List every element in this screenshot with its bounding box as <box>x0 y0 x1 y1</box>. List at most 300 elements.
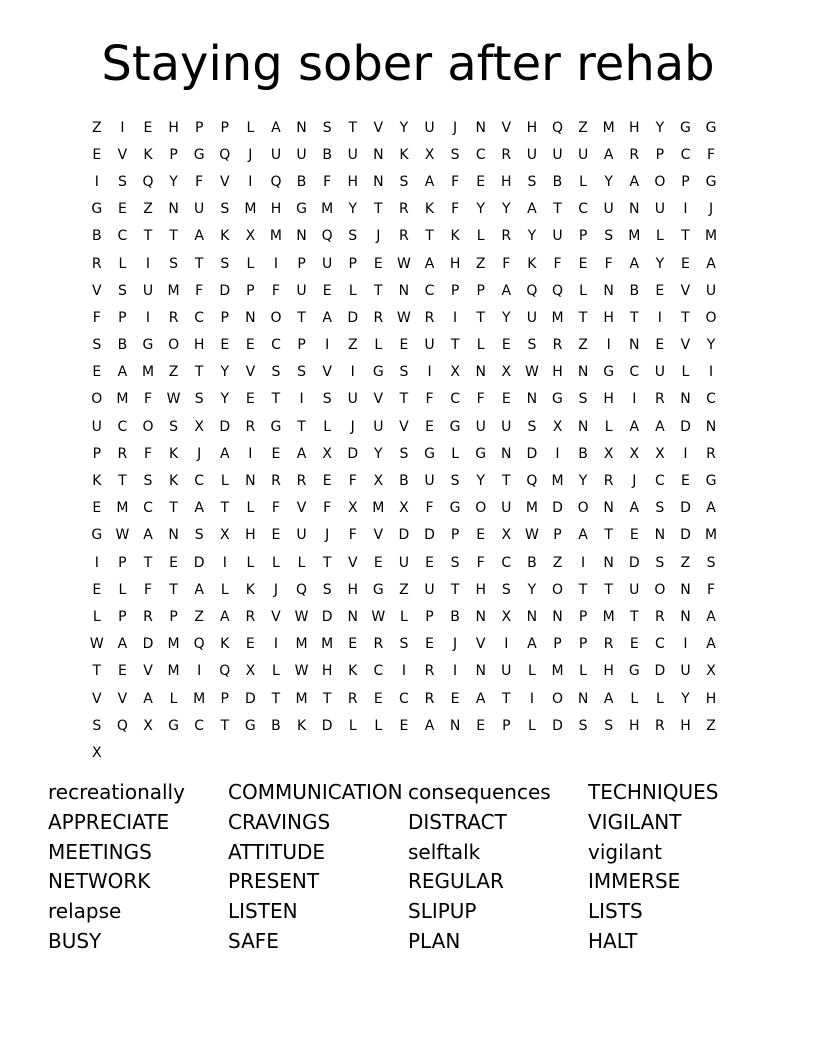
word-bank-item: consequences <box>408 780 551 804</box>
grid-letter: P <box>450 527 460 544</box>
grid-letter: E <box>92 364 102 381</box>
grid-letter: A <box>706 636 716 653</box>
grid-letter: V <box>373 391 384 408</box>
grid-letter: W <box>397 255 411 272</box>
grid-letter: E <box>373 690 383 707</box>
grid-letter: N <box>475 663 486 680</box>
grid-letter: S <box>450 554 460 571</box>
grid-letter: R <box>654 391 665 408</box>
grid-letter: X <box>399 500 409 517</box>
grid-letter: V <box>219 173 230 190</box>
grid-letter: I <box>683 201 688 218</box>
grid-letter: I <box>504 636 509 653</box>
grid-letter: U <box>629 581 640 598</box>
grid-letter: Y <box>220 364 230 381</box>
grid-letter: U <box>373 418 384 435</box>
grid-letter: S <box>527 418 537 435</box>
grid-letter: I <box>248 445 253 462</box>
grid-letter: G <box>372 364 384 381</box>
grid-letter: N <box>629 337 640 354</box>
grid-letter: N <box>245 309 256 326</box>
grid-letter: R <box>117 445 128 462</box>
grid-letter: P <box>220 690 229 707</box>
grid-letter: J <box>453 119 458 136</box>
grid-letter: R <box>143 608 153 625</box>
grid-letter: F <box>143 581 153 598</box>
grid-letter: E <box>169 554 178 571</box>
grid-letter: Q <box>551 282 563 299</box>
grid-letter: T <box>143 554 153 571</box>
grid-letter: N <box>603 554 614 571</box>
grid-letter: L <box>323 418 332 435</box>
grid-letter: K <box>168 473 179 490</box>
grid-letter: A <box>271 119 281 136</box>
word-bank-item: IMMERSE <box>588 869 681 894</box>
grid-letter: C <box>117 228 128 245</box>
grid-letter: O <box>654 581 666 598</box>
grid-letter: D <box>321 717 333 734</box>
grid-letter: H <box>552 364 563 381</box>
grid-letter: D <box>142 636 154 653</box>
grid-letter: X <box>322 445 332 462</box>
grid-letter: N <box>577 418 589 435</box>
grid-letter: E <box>450 690 460 707</box>
grid-letter: A <box>603 690 614 707</box>
grid-letter: L <box>476 337 485 354</box>
grid-letter: Y <box>348 201 358 218</box>
grid-letter: Z <box>578 337 588 354</box>
grid-letter: X <box>245 663 256 680</box>
grid-letter: E <box>425 418 434 435</box>
grid-letter: Y <box>502 309 511 326</box>
grid-letter: D <box>680 418 691 435</box>
grid-letter: D <box>321 608 333 625</box>
grid-letter: P <box>169 146 178 163</box>
grid-letter: I <box>299 391 304 408</box>
grid-letter: G <box>628 663 640 680</box>
grid-letter: T <box>297 309 306 326</box>
grid-letter: B <box>629 282 640 299</box>
grid-letter: N <box>629 201 640 218</box>
grid-letter: H <box>629 119 640 136</box>
grid-letter: A <box>322 309 332 326</box>
grid-letter: X <box>706 663 716 680</box>
grid-letter: E <box>117 663 127 680</box>
grid-letter: H <box>193 337 205 354</box>
grid-letter: I <box>683 636 688 653</box>
grid-letter: L <box>220 473 229 490</box>
grid-letter: I <box>555 445 560 462</box>
grid-letter: U <box>347 391 358 408</box>
grid-letter: S <box>399 173 409 190</box>
grid-letter: S <box>450 473 460 490</box>
grid-letter: H <box>526 119 538 136</box>
grid-letter: Y <box>476 201 485 218</box>
grid-letter: H <box>603 309 614 326</box>
grid-letter: T <box>604 581 613 598</box>
grid-letter: U <box>705 282 717 299</box>
word-bank-item: relapse <box>48 899 122 924</box>
grid-letter: S <box>297 364 306 381</box>
grid-letter: Y <box>604 173 613 190</box>
grid-letter: T <box>169 228 178 245</box>
grid-letter: X <box>347 500 358 517</box>
grid-letter: I <box>94 554 99 571</box>
grid-letter: C <box>654 473 665 490</box>
grid-letter: U <box>501 500 512 517</box>
grid-letter: F <box>707 146 716 163</box>
grid-letter: L <box>272 554 280 571</box>
grid-letter: U <box>552 146 563 163</box>
grid-letter: H <box>705 690 717 707</box>
grid-letter: F <box>195 282 204 299</box>
grid-letter: K <box>424 201 435 218</box>
grid-letter: N <box>373 146 384 163</box>
grid-letter: N <box>296 119 307 136</box>
grid-letter: T <box>374 201 383 218</box>
grid-letter: E <box>271 527 281 544</box>
grid-letter: T <box>450 337 460 354</box>
grid-letter: K <box>245 581 255 598</box>
grid-letter: K <box>399 146 409 163</box>
grid-letter: S <box>655 554 665 571</box>
grid-letter: L <box>118 581 127 598</box>
grid-letter: X <box>194 418 204 435</box>
grid-letter: M <box>551 309 564 326</box>
grid-letter: P <box>220 309 229 326</box>
grid-letter: Z <box>194 608 204 625</box>
grid-letter: Y <box>578 473 588 490</box>
grid-letter: K <box>527 255 537 272</box>
grid-letter: Z <box>399 581 409 598</box>
grid-letter: C <box>475 146 486 163</box>
grid-letter: M <box>525 500 538 517</box>
grid-letter: G <box>244 717 256 734</box>
grid-letter: S <box>399 364 409 381</box>
grid-letter: P <box>118 608 127 625</box>
grid-letter: R <box>168 309 179 326</box>
grid-letter: Z <box>475 255 486 272</box>
grid-letter: U <box>654 201 665 218</box>
grid-letter: F <box>143 391 153 408</box>
grid-letter: V <box>92 282 102 299</box>
grid-letter: P <box>169 608 178 625</box>
grid-letter: X <box>245 228 256 245</box>
grid-letter: I <box>248 173 253 190</box>
grid-letter: C <box>194 309 205 326</box>
grid-letter: U <box>270 146 282 163</box>
grid-letter: N <box>475 119 486 136</box>
grid-letter: N <box>680 608 691 625</box>
grid-letter: T <box>271 690 281 707</box>
grid-letter: F <box>604 255 613 272</box>
grid-letter: A <box>194 500 204 517</box>
grid-letter: X <box>501 527 512 544</box>
word-bank-item: BUSY <box>48 928 102 953</box>
grid-letter: Y <box>220 391 230 408</box>
grid-letter: T <box>194 255 204 272</box>
grid-letter: O <box>551 581 563 598</box>
grid-letter: B <box>450 608 460 625</box>
grid-letter: N <box>705 418 717 435</box>
grid-letter: S <box>194 527 204 544</box>
grid-letter: P <box>118 554 127 571</box>
grid-letter: B <box>578 445 588 462</box>
grid-letter: J <box>632 473 637 490</box>
grid-letter: F <box>553 255 562 272</box>
grid-letter: T <box>629 608 639 625</box>
grid-letter: I <box>708 364 714 381</box>
grid-letter: N <box>526 391 538 408</box>
grid-letter: U <box>347 146 358 163</box>
grid-letter: Y <box>706 337 716 354</box>
grid-letter: N <box>577 690 589 707</box>
grid-letter: H <box>270 201 282 218</box>
grid-letter: H <box>501 173 512 190</box>
grid-letter: K <box>168 445 179 462</box>
grid-letter: I <box>325 337 330 354</box>
grid-letter: C <box>271 337 281 354</box>
grid-letter: H <box>629 717 640 734</box>
grid-letter: V <box>399 418 409 435</box>
word-bank-item: ATTITUDE <box>228 839 326 864</box>
grid-letter: M <box>628 228 641 245</box>
grid-letter: V <box>373 119 384 136</box>
grid-letter: Q <box>526 282 538 299</box>
grid-letter: W <box>166 391 181 408</box>
grid-letter: X <box>424 146 435 163</box>
grid-letter: L <box>348 282 357 299</box>
grid-letter: K <box>296 717 307 734</box>
grid-letter: Z <box>680 554 691 571</box>
grid-letter: I <box>683 445 688 462</box>
grid-letter: S <box>322 119 332 136</box>
grid-letter: I <box>606 337 611 354</box>
grid-letter: F <box>348 527 357 544</box>
grid-letter: A <box>655 418 665 435</box>
grid-letter: X <box>92 744 102 761</box>
grid-letter: S <box>578 391 588 408</box>
grid-letter: L <box>92 608 101 625</box>
grid-letter: U <box>296 527 307 544</box>
grid-letter: D <box>424 527 435 544</box>
grid-letter: A <box>296 445 307 462</box>
word-bank-item: MEETINGS <box>48 839 152 864</box>
grid-letter: E <box>373 554 383 571</box>
grid-letter: C <box>373 663 384 680</box>
grid-letter: K <box>92 473 102 490</box>
grid-letter: S <box>450 146 460 163</box>
grid-letter: Z <box>552 554 563 571</box>
grid-letter: M <box>372 500 385 517</box>
grid-letter: N <box>577 364 589 381</box>
grid-letter: G <box>705 473 717 490</box>
grid-letter: U <box>322 255 333 272</box>
grid-letter: I <box>222 554 227 571</box>
grid-letter: V <box>680 337 691 354</box>
grid-letter: P <box>502 717 511 734</box>
grid-letter: K <box>348 663 358 680</box>
grid-letter: D <box>526 445 538 462</box>
grid-letter: E <box>501 391 511 408</box>
grid-letter: F <box>707 581 716 598</box>
grid-letter: A <box>143 527 153 544</box>
grid-letter: S <box>655 500 665 517</box>
grid-letter: R <box>501 146 512 163</box>
grid-letter: A <box>501 282 512 299</box>
grid-letter: S <box>220 255 230 272</box>
grid-letter: U <box>424 473 435 490</box>
word-bank-item: LISTEN <box>228 899 298 924</box>
grid-letter: K <box>450 228 460 245</box>
grid-letter: I <box>657 309 662 326</box>
grid-letter: A <box>219 608 230 625</box>
grid-letter: N <box>449 717 461 734</box>
grid-letter: M <box>244 201 257 218</box>
grid-letter: Z <box>143 201 153 218</box>
grid-letter: T <box>553 201 562 218</box>
grid-letter: R <box>654 608 665 625</box>
grid-letter: F <box>425 391 434 408</box>
grid-letter: Q <box>193 636 205 653</box>
grid-letter: S <box>92 717 102 734</box>
grid-letter: S <box>527 337 537 354</box>
grid-letter: U <box>501 418 512 435</box>
grid-letter: S <box>399 636 409 653</box>
grid-letter: G <box>91 527 103 544</box>
grid-letter: X <box>552 418 563 435</box>
grid-letter: M <box>167 663 180 680</box>
grid-letter: W <box>294 608 309 625</box>
word-bank <box>48 778 768 957</box>
grid-letter: I <box>350 364 355 381</box>
word-bank-item: selftalk <box>408 839 481 864</box>
grid-letter: I <box>273 636 279 653</box>
grid-letter: E <box>578 255 588 272</box>
grid-letter: R <box>373 636 384 653</box>
grid-letter: O <box>705 309 717 326</box>
grid-letter: M <box>602 608 615 625</box>
grid-letter: O <box>168 337 180 354</box>
grid-letter: R <box>706 445 716 462</box>
grid-letter: Y <box>476 473 485 490</box>
grid-letter: H <box>168 119 179 136</box>
word-bank-item: TECHNIQUES <box>588 780 719 804</box>
grid-letter: G <box>603 364 615 381</box>
grid-letter: U <box>552 228 563 245</box>
word-bank-item: vigilant <box>588 839 662 864</box>
grid-letter: U <box>296 146 307 163</box>
grid-letter: I <box>453 663 458 680</box>
grid-letter: N <box>168 527 179 544</box>
grid-letter: H <box>475 581 486 598</box>
grid-letter: C <box>117 418 128 435</box>
word-bank-item: CRAVINGS <box>228 809 331 834</box>
grid-letter: R <box>347 690 358 707</box>
grid-letter: T <box>502 690 511 707</box>
grid-letter: T <box>194 364 204 381</box>
grid-letter: T <box>476 309 485 326</box>
grid-letter: U <box>424 119 435 136</box>
grid-letter: V <box>143 663 153 680</box>
grid-letter: O <box>654 173 666 190</box>
grid-letter: A <box>527 636 537 653</box>
grid-letter: C <box>629 364 640 381</box>
grid-letter: A <box>424 173 435 190</box>
grid-letter: G <box>168 717 179 734</box>
grid-letter: Y <box>527 581 537 598</box>
grid-letter: S <box>527 173 537 190</box>
grid-letter: D <box>680 527 691 544</box>
grid-letter: F <box>348 473 357 490</box>
grid-letter: H <box>449 255 461 272</box>
grid-letter: L <box>655 690 664 707</box>
grid-letter: E <box>245 636 255 653</box>
grid-letter: N <box>347 608 358 625</box>
grid-letter: M <box>551 473 564 490</box>
grid-letter: M <box>116 500 129 517</box>
grid-letter: D <box>219 418 231 435</box>
grid-letter: F <box>143 445 153 462</box>
grid-letter: L <box>374 337 383 354</box>
grid-letter: E <box>399 717 409 734</box>
word-bank-item: APPRECIATE <box>48 809 170 834</box>
grid-letter: E <box>373 255 383 272</box>
grid-letter: S <box>604 717 614 734</box>
grid-letter: D <box>219 282 231 299</box>
grid-letter: L <box>527 663 536 680</box>
grid-letter: D <box>193 554 205 571</box>
grid-letter: U <box>526 146 538 163</box>
grid-letter: R <box>399 201 409 218</box>
grid-letter: M <box>705 228 718 245</box>
grid-letter: E <box>92 500 102 517</box>
grid-letter: D <box>347 445 359 462</box>
grid-letter: L <box>220 581 229 598</box>
grid-letter: X <box>501 608 512 625</box>
grid-letter: M <box>167 636 180 653</box>
grid-letter: J <box>325 527 330 544</box>
word-bank-item: COMMUNICATION <box>228 780 403 804</box>
grid-letter: C <box>680 146 691 163</box>
grid-letter: Y <box>655 119 665 136</box>
grid-letter: P <box>450 282 460 299</box>
grid-letter: N <box>475 364 486 381</box>
grid-letter: P <box>655 146 665 163</box>
grid-letter: E <box>322 473 332 490</box>
grid-letter: A <box>629 500 640 517</box>
grid-letter: P <box>297 255 306 272</box>
grid-letter: I <box>120 119 125 136</box>
grid-letter: M <box>705 527 718 544</box>
grid-letter: R <box>424 663 435 680</box>
grid-letter: E <box>322 282 332 299</box>
grid-letter: B <box>271 717 281 734</box>
grid-letter: H <box>321 663 333 680</box>
grid-letter: U <box>194 201 205 218</box>
grid-letter: S <box>399 445 409 462</box>
grid-letter: E <box>476 173 486 190</box>
grid-letter: N <box>552 608 563 625</box>
grid-letter: S <box>194 391 204 408</box>
grid-letter: N <box>296 228 307 245</box>
grid-letter: L <box>272 663 280 680</box>
grid-letter: I <box>145 255 151 272</box>
grid-letter: S <box>501 581 511 598</box>
grid-letter: E <box>117 201 127 218</box>
grid-letter: E <box>425 554 434 571</box>
grid-letter: U <box>424 337 435 354</box>
